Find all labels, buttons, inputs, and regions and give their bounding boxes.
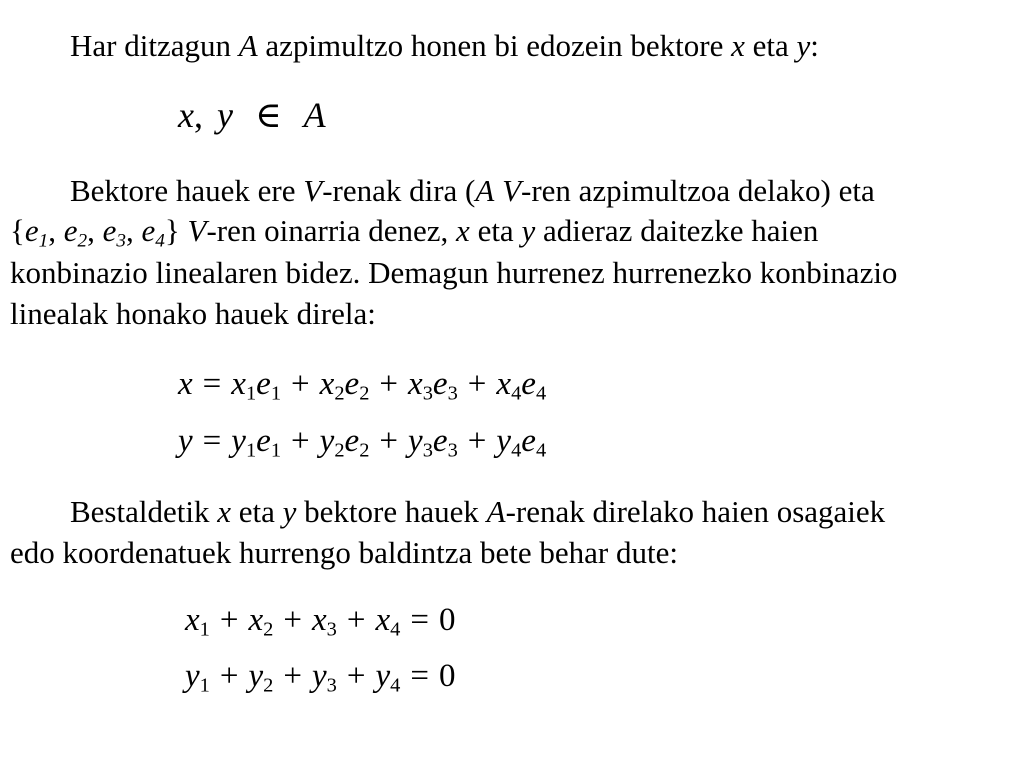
conj-eta: eta — [744, 28, 797, 63]
eq2-term: y — [408, 423, 423, 459]
eq0-x: x — [178, 95, 194, 135]
eq2-sub: 4 — [511, 439, 522, 462]
eq0-y: y — [216, 95, 233, 135]
para3-line1 — [70, 494, 885, 530]
eq2-sub: 4 — [535, 439, 547, 462]
eq2-e: e — [432, 423, 448, 459]
eq2-sub: 1 — [245, 439, 257, 462]
equation-y-sum-zero — [185, 656, 456, 696]
eq1-sub: 1 — [245, 382, 257, 405]
para2-line3: konbinazio linealaren bidez. Demagun hurrenez hurrenezko konbinazio — [10, 255, 898, 290]
eq3-sub: 2 — [263, 618, 274, 641]
p3-A: A — [486, 494, 506, 529]
eq2-plus: + — [467, 423, 487, 459]
eq4-plus: + — [283, 658, 302, 694]
eq1-equals: = — [202, 366, 222, 402]
basis-e3: e — [102, 213, 117, 248]
eq1-plus: + — [291, 366, 310, 402]
eq2-e: e — [521, 423, 536, 459]
eq1-e: e — [344, 366, 360, 402]
eq3-plus: + — [346, 602, 366, 638]
basis-comma: , — [87, 213, 103, 248]
colon: : — [810, 28, 819, 63]
equation-x-sum-zero — [185, 600, 456, 640]
eq2-sub: 2 — [334, 439, 345, 462]
eq1-plus: + — [467, 366, 487, 402]
set-A: A — [238, 28, 258, 63]
eq4-sub: 4 — [390, 674, 401, 697]
p2-V: V — [303, 173, 323, 208]
p3-text-b: bektore hauek — [296, 494, 487, 529]
eq1-sub: 2 — [359, 382, 370, 405]
eq2-sub: 2 — [359, 439, 370, 462]
p2-text-a: Bektore hauek ere — [70, 173, 304, 208]
eq2-sub: 3 — [422, 439, 433, 462]
eq3-zero: 0 — [439, 602, 456, 638]
p3-x: x — [217, 494, 231, 529]
basis-e4: e — [141, 213, 156, 248]
eq3-equals: = — [410, 602, 429, 638]
p2-text-b: -renak dira ( — [322, 173, 476, 208]
eq2-lhs: y — [178, 423, 193, 459]
p2-x: x — [456, 213, 470, 248]
eq2-plus: + — [379, 423, 399, 459]
intro-line — [70, 28, 819, 64]
eq4-plus: + — [219, 658, 239, 694]
eq3-term: x — [312, 602, 327, 638]
var-y: y — [796, 28, 811, 63]
para2-line4: linealak honako hauek direla: — [10, 296, 376, 331]
eq2-equals: = — [202, 423, 222, 459]
eq1-term: x — [496, 366, 512, 402]
eq2-plus: + — [291, 423, 310, 459]
eq1-sub: 4 — [511, 382, 522, 405]
eq3-sub: 1 — [199, 618, 210, 641]
eq1-e: e — [256, 366, 271, 402]
element-of-symbol: ∈ — [254, 95, 282, 135]
eq4-term: y — [312, 658, 327, 694]
equation-y-combination — [178, 421, 546, 461]
basis-sub4: 4 — [155, 230, 165, 252]
basis-comma: , — [126, 213, 142, 248]
basis-brace-close: } — [164, 213, 180, 248]
intro-text-2: azpimultzo honen bi edozein bektore — [257, 28, 732, 63]
eq1-sub: 4 — [535, 382, 547, 405]
para2-line1 — [70, 173, 875, 209]
basis-sub2: 2 — [77, 230, 88, 252]
eq2-term: y — [231, 423, 246, 459]
eq2-term: y — [496, 423, 512, 459]
p3-text-a: Bestaldetik — [70, 494, 218, 529]
p2-y: y — [521, 213, 536, 248]
equation-x-combination — [178, 364, 546, 404]
eq4-term: y — [185, 658, 200, 694]
eq2-term: y — [319, 423, 335, 459]
eq2-sub: 1 — [270, 439, 282, 462]
eq1-lhs: x — [178, 366, 193, 402]
eq3-sub: 4 — [390, 618, 401, 641]
eq3-plus: + — [283, 602, 302, 638]
eq1-sub: 3 — [447, 382, 458, 405]
eq1-plus: + — [379, 366, 399, 402]
eq4-equals: = — [410, 658, 429, 694]
eq1-sub: 1 — [270, 382, 282, 405]
eq1-e: e — [432, 366, 448, 402]
eq2-e: e — [256, 423, 271, 459]
eq1-term: x — [408, 366, 423, 402]
p2-text-l2b: -ren oinarria denez, — [206, 213, 457, 248]
basis-sub1: 1 — [38, 230, 49, 252]
eq3-plus: + — [219, 602, 239, 638]
eq4-sub: 2 — [263, 674, 274, 697]
eq4-term: y — [375, 658, 391, 694]
basis-e2: e — [63, 213, 78, 248]
eq4-zero: 0 — [439, 658, 456, 694]
eq2-sub: 3 — [447, 439, 458, 462]
para2-line2 — [10, 213, 819, 252]
eq1-sub: 2 — [334, 382, 345, 405]
basis-brace-open: { — [10, 213, 25, 248]
p2-A: A — [475, 173, 495, 208]
eq4-term: y — [248, 658, 264, 694]
intro-text: Har ditzagun — [70, 28, 239, 63]
p3-text-c: -renak direlako haien osagaiek — [505, 494, 886, 529]
p2-V2: V — [502, 173, 521, 208]
eq3-sub: 3 — [326, 618, 337, 641]
basis-sub3: 3 — [116, 230, 127, 252]
basis-e1: e — [24, 213, 39, 248]
eq0-A: A — [303, 95, 326, 135]
basis-comma: , — [48, 213, 64, 248]
eq4-plus: + — [346, 658, 366, 694]
p2-text-l2c: adieraz daitezke haien — [535, 213, 819, 248]
p2-text-c: -ren azpimultzoa delako) eta — [521, 173, 875, 208]
eq4-sub: 3 — [326, 674, 337, 697]
eq0-comma: , — [193, 95, 203, 135]
eq3-term: x — [375, 602, 391, 638]
p3-y: y — [282, 494, 297, 529]
eq4-sub: 1 — [199, 674, 210, 697]
para3-line2: edo koordenatuek hurrengo baldintza bete behar dute: — [10, 535, 678, 570]
eq2-e: e — [344, 423, 360, 459]
eq1-e: e — [521, 366, 536, 402]
eq3-term: x — [185, 602, 200, 638]
p2-eta: eta — [469, 213, 522, 248]
p2-V3: V — [187, 213, 207, 248]
eq1-term: x — [231, 366, 246, 402]
p3-eta: eta — [231, 494, 283, 529]
membership-equation — [178, 95, 326, 135]
var-x: x — [731, 28, 745, 63]
eq3-term: x — [248, 602, 264, 638]
eq1-term: x — [319, 366, 335, 402]
eq1-sub: 3 — [422, 382, 433, 405]
